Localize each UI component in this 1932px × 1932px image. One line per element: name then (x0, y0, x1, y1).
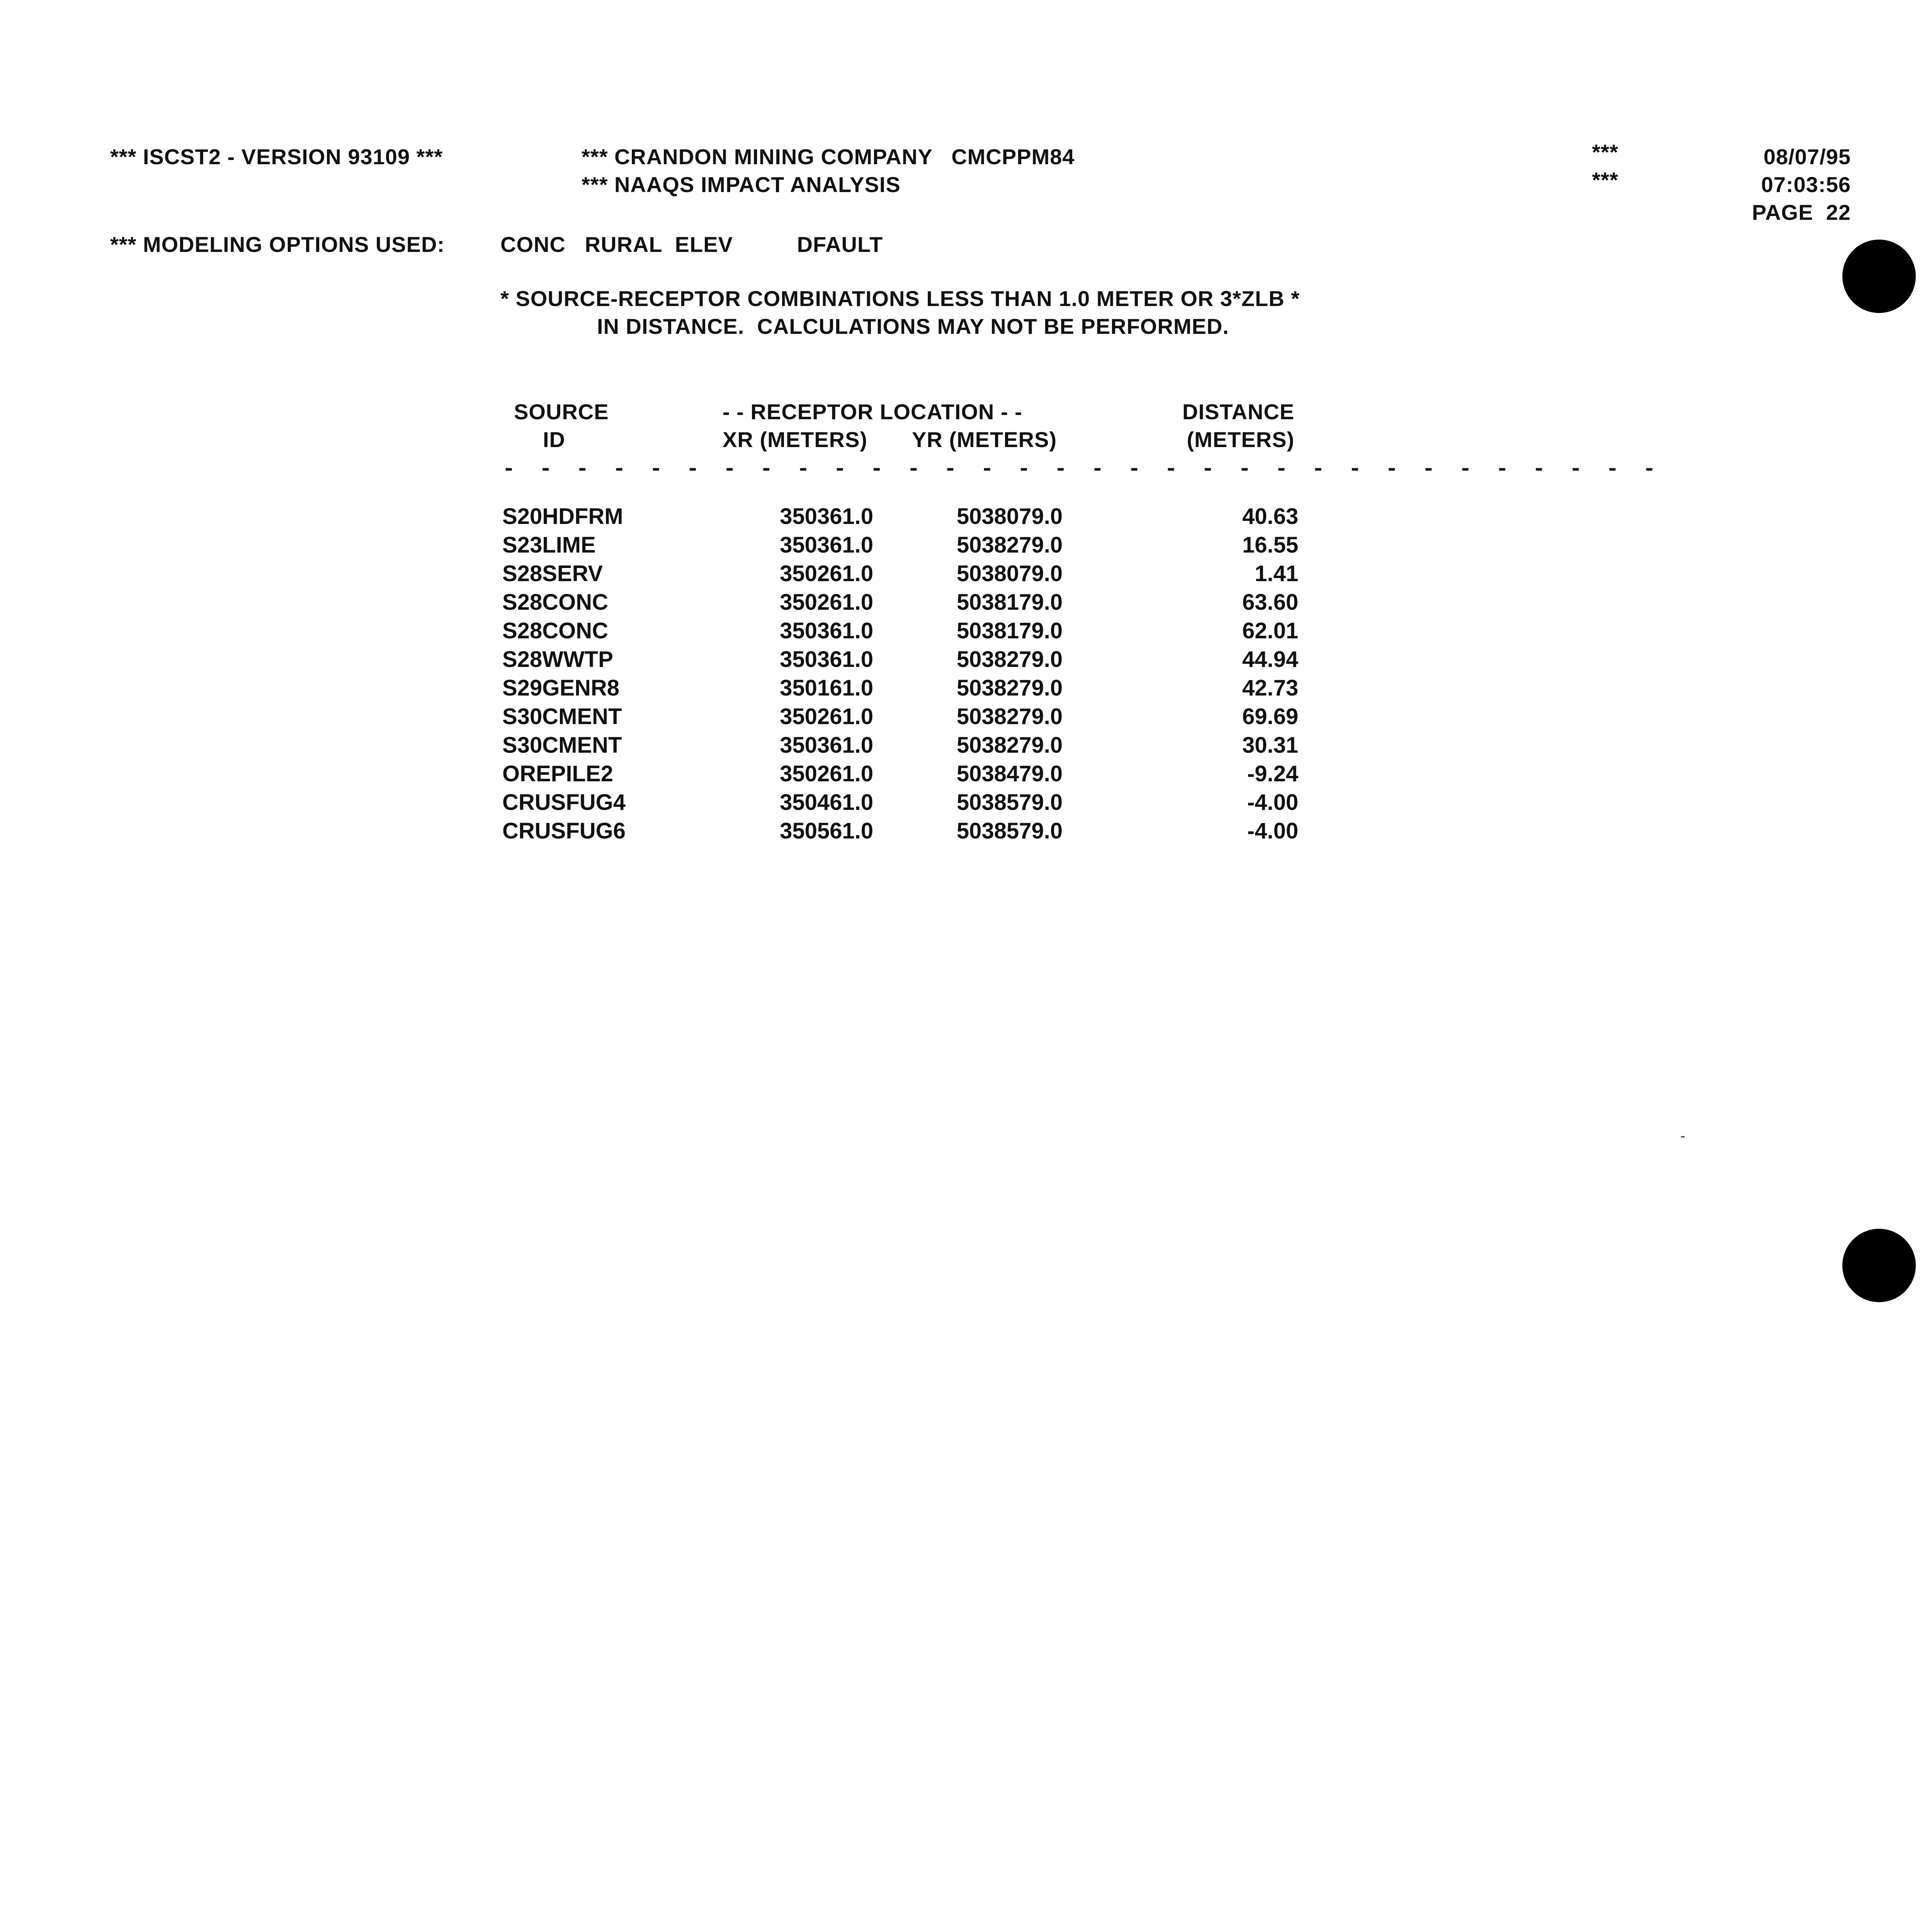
distance-cell: -9.24 (1247, 761, 1298, 786)
scan-speck (1681, 1136, 1685, 1138)
table-row (502, 702, 1298, 731)
col-header-id: ID (543, 427, 565, 452)
xr-cell: 350261.0 (780, 590, 873, 615)
source-id-cell: S28SERV (502, 561, 603, 586)
run-date: 08/07/95 (1764, 145, 1851, 169)
run-time: 07:03:56 (1761, 172, 1851, 197)
yr-cell: 5038279.0 (956, 675, 1063, 701)
col-header-source: SOURCE (514, 400, 609, 424)
table-row (502, 788, 1298, 817)
distance-cell: 1.41 (1255, 561, 1298, 586)
source-id-cell: S28CONC (502, 590, 608, 615)
table-row (502, 645, 1298, 674)
table-row (502, 588, 1298, 617)
header-stars-2: *** (1592, 168, 1619, 192)
analysis-title: *** NAAQS IMPACT ANALYSIS (582, 172, 901, 197)
xr-cell: 350361.0 (780, 532, 873, 558)
yr-cell: 5038579.0 (956, 818, 1063, 844)
source-id-cell: S28WWTP (502, 647, 613, 672)
xr-cell: 350361.0 (780, 618, 873, 643)
table-row (502, 560, 1298, 588)
source-id-cell: S23LIME (502, 532, 596, 558)
company-line: *** CRANDON MINING COMPANY CMCPPM84 (582, 145, 1075, 169)
distance-cell: -4.00 (1247, 818, 1298, 844)
xr-cell: 350161.0 (780, 675, 873, 701)
modeling-options-label: *** MODELING OPTIONS USED: (110, 232, 445, 257)
distance-cell: 30.31 (1242, 733, 1298, 758)
source-id-cell: S28CONC (502, 618, 608, 643)
xr-cell: 350361.0 (780, 504, 873, 529)
xr-cell: 350261.0 (780, 704, 873, 729)
distance-cell: 69.69 (1242, 704, 1298, 729)
yr-cell: 5038079.0 (956, 561, 1063, 586)
yr-cell: 5038479.0 (956, 761, 1063, 786)
yr-cell: 5038279.0 (956, 532, 1063, 558)
program-version: *** ISCST2 - VERSION 93109 *** (110, 145, 443, 169)
yr-cell: 5038279.0 (956, 733, 1063, 758)
source-id-cell: S29GENR8 (502, 675, 620, 701)
col-header-receptor-location: - - RECEPTOR LOCATION - - (723, 400, 1022, 424)
col-header-distance: DISTANCE (1182, 400, 1294, 424)
xr-cell: 350361.0 (780, 733, 873, 758)
source-id-cell: CRUSFUG4 (502, 790, 626, 815)
yr-cell: 5038279.0 (956, 647, 1063, 672)
page-label: PAGE 22 (1752, 200, 1851, 224)
source-receptor-table (502, 502, 1298, 845)
xr-cell: 350261.0 (780, 761, 873, 786)
distance-cell: -4.00 (1247, 790, 1298, 815)
source-id-cell: OREPILE2 (502, 761, 613, 786)
notice-line-1: * SOURCE-RECEPTOR COMBINATIONS LESS THAN 1.0 METER OR 3*ZLB * (500, 286, 1300, 311)
source-id-cell: S30CMENT (502, 704, 622, 729)
source-id-cell: CRUSFUG6 (502, 818, 626, 844)
table-row (502, 502, 1298, 531)
table-row (502, 674, 1298, 702)
xr-cell: 350361.0 (780, 647, 873, 672)
table-separator: - - - - - - - - - - - - - - - - - - - - - - - - - - - - - - - - (502, 457, 1662, 481)
modeling-options-values: CONC RURAL ELEV DFAULT (500, 232, 883, 257)
table-row (502, 731, 1298, 760)
binder-hole-top (1842, 240, 1916, 313)
source-id-cell: S30CMENT (502, 733, 622, 758)
yr-cell: 5038079.0 (956, 504, 1063, 529)
distance-cell: 62.01 (1242, 618, 1298, 643)
table-row (502, 817, 1298, 845)
header-stars-1: *** (1592, 140, 1619, 164)
table-row (502, 531, 1298, 560)
yr-cell: 5038179.0 (956, 590, 1063, 615)
distance-cell: 42.73 (1242, 675, 1298, 701)
yr-cell: 5038179.0 (956, 618, 1063, 643)
yr-cell: 5038579.0 (956, 790, 1063, 815)
notice-line-2: IN DISTANCE. CALCULATIONS MAY NOT BE PERFORMED. (597, 314, 1229, 338)
xr-cell: 350261.0 (780, 561, 873, 586)
distance-cell: 63.60 (1242, 590, 1298, 615)
table-body (502, 502, 1298, 845)
table-row (502, 760, 1298, 788)
yr-cell: 5038279.0 (956, 704, 1063, 729)
xr-cell: 350461.0 (780, 790, 873, 815)
col-header-xr: XR (METERS) (723, 427, 867, 452)
col-header-distance-units: (METERS) (1187, 427, 1294, 452)
xr-cell: 350561.0 (780, 818, 873, 844)
col-header-yr: YR (METERS) (912, 427, 1057, 452)
distance-cell: 44.94 (1242, 647, 1298, 672)
table-row (502, 617, 1298, 645)
distance-cell: 40.63 (1242, 504, 1298, 529)
source-id-cell: S20HDFRM (502, 504, 623, 529)
distance-cell: 16.55 (1242, 532, 1298, 558)
binder-hole-middle (1842, 1229, 1916, 1302)
